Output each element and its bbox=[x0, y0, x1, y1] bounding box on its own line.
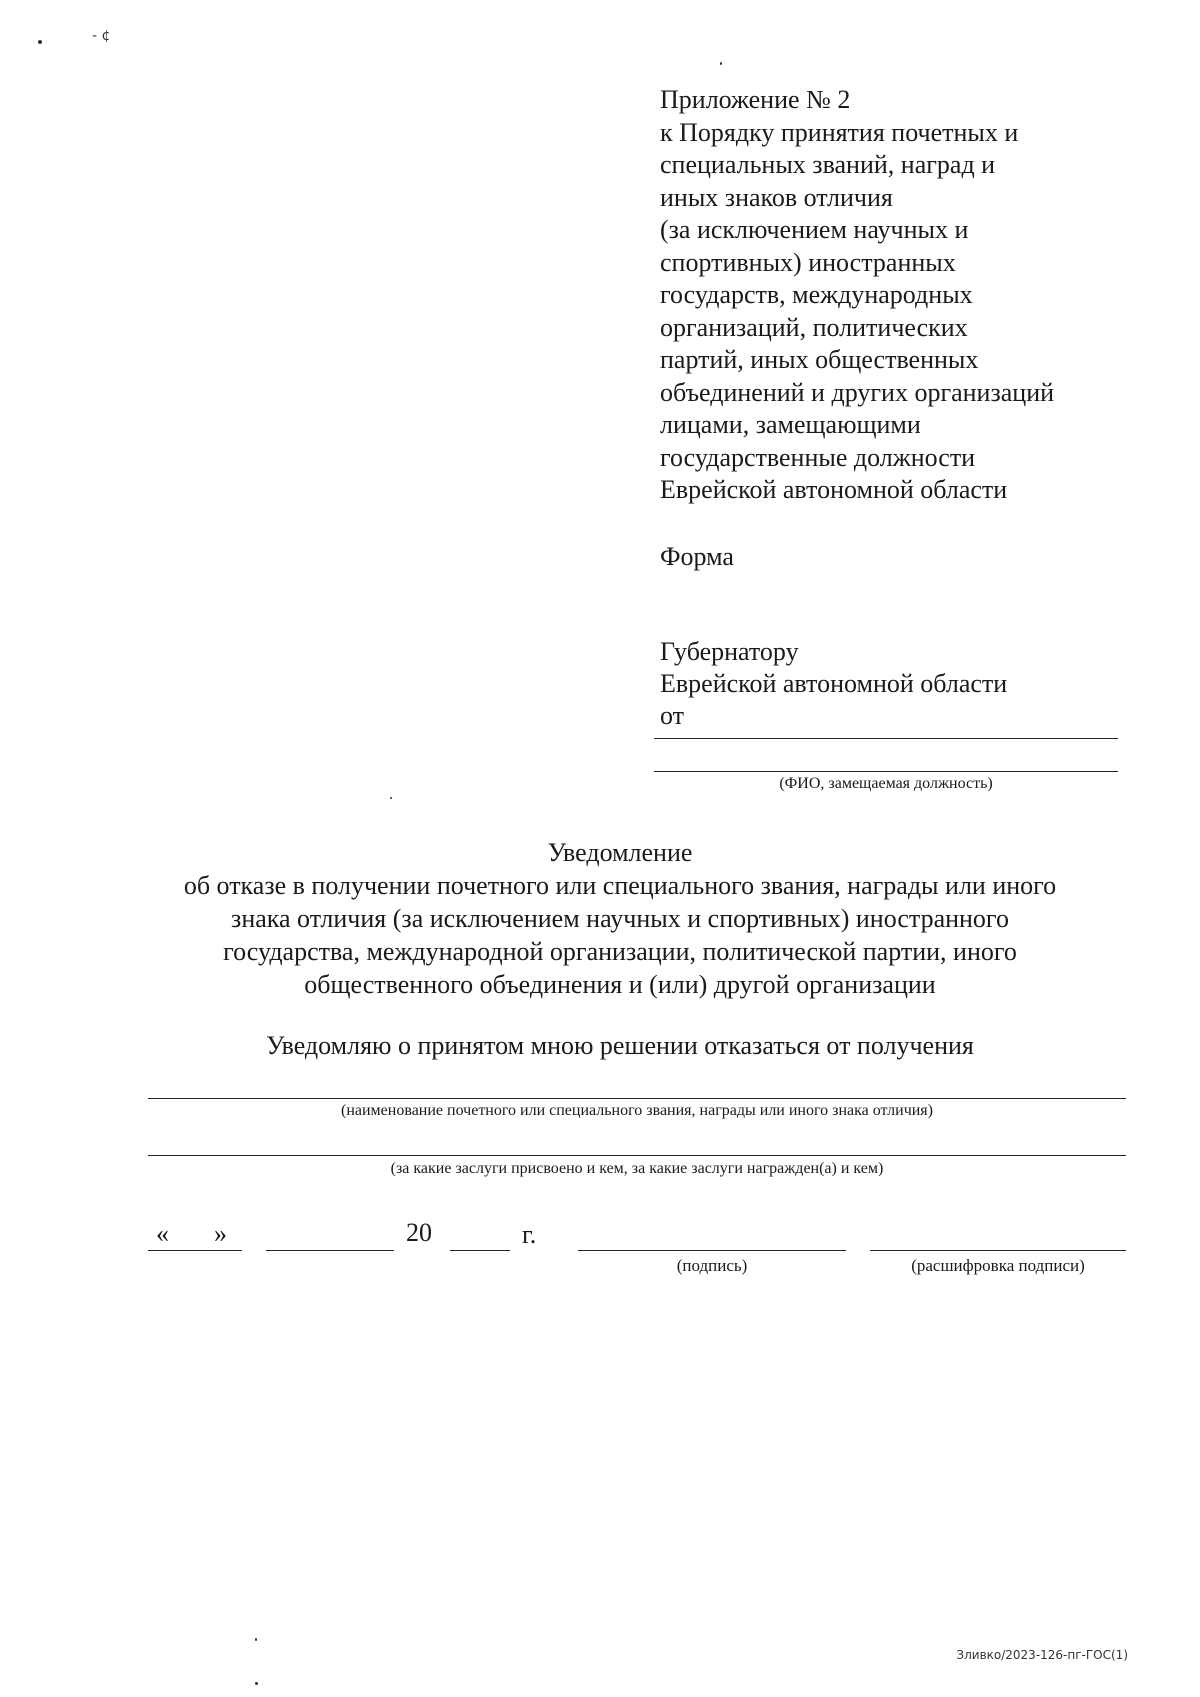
form-label: Форма bbox=[660, 542, 734, 571]
year-field-line[interactable] bbox=[450, 1250, 510, 1251]
award-name-field-line[interactable] bbox=[148, 1098, 1126, 1099]
appendix-line: объединений и других организаций bbox=[660, 377, 1055, 407]
merits-caption: (за какие заслуги присвоено и кем, за какие заслуги награжден(а) и кем) bbox=[390, 1160, 884, 1177]
scan-speck bbox=[255, 1682, 258, 1685]
notice-body: Уведомляю о принятом мною решении отказаться от получения bbox=[266, 1031, 974, 1060]
appendix-line: иных знаков отличия bbox=[660, 182, 893, 212]
from-field-line[interactable] bbox=[654, 738, 1118, 739]
appendix-line: партий, иных общественных bbox=[660, 345, 979, 374]
appendix-line: государств, международных bbox=[660, 280, 973, 309]
signature-decoding-field-line[interactable] bbox=[870, 1250, 1126, 1251]
appendix-line: (за исключением научных и bbox=[660, 215, 969, 244]
scan-speck bbox=[390, 797, 392, 799]
appendix-line: Приложение № 2 bbox=[660, 85, 851, 114]
appendix-line: государственные должности bbox=[660, 442, 976, 472]
appendix-line: лицами, замещающими bbox=[660, 410, 921, 439]
from-label: от bbox=[660, 701, 685, 730]
day-quote-open: « bbox=[156, 1219, 169, 1248]
addressee-caption: (ФИО, замещаемая должность) bbox=[779, 775, 993, 792]
appendix-line: Еврейской автономной области bbox=[660, 475, 1008, 504]
year-prefix: 20 bbox=[406, 1218, 432, 1247]
scan-speck bbox=[38, 40, 42, 44]
appendix-line: организаций, политических bbox=[660, 312, 968, 342]
signature-field-line[interactable] bbox=[578, 1250, 846, 1251]
notice-subtitle-line: государства, международной организации, политической партии, иного bbox=[223, 937, 1017, 966]
notice-subtitle-line: об отказе в получении почетного или специального звания, награды или иного bbox=[183, 871, 1057, 900]
notice-subtitle-line: знака отличия (за исключением научных и спортивных) иностранного bbox=[231, 904, 1009, 933]
appendix-header bbox=[660, 84, 1160, 507]
scan-speck bbox=[720, 62, 722, 65]
notice-title-block bbox=[140, 836, 1100, 1001]
appendix-line: специальных званий, наград и bbox=[660, 150, 996, 179]
addressee-block bbox=[660, 636, 1007, 732]
signature-caption: (подпись) bbox=[676, 1256, 748, 1275]
award-name-caption: (наименование почетного или специального звания, награды или иного знака отличия) bbox=[341, 1102, 933, 1119]
day-quote-close: » bbox=[214, 1219, 227, 1248]
document-code: Зливко/2023-126-пг-ГОС(1) bbox=[956, 1648, 1128, 1662]
day-field-line[interactable] bbox=[148, 1250, 242, 1251]
addressee-line-2: Еврейской автономной области bbox=[660, 669, 1008, 698]
month-field-line[interactable] bbox=[266, 1250, 394, 1251]
position-field-line[interactable] bbox=[654, 771, 1118, 772]
signature-decoding-caption: (расшифровка подписи) bbox=[911, 1256, 1085, 1275]
notice-subtitle-line: общественного объединения и (или) другой организации bbox=[304, 970, 936, 999]
scan-speck bbox=[255, 1638, 257, 1641]
year-suffix: г. bbox=[522, 1220, 537, 1249]
merits-field-line[interactable] bbox=[148, 1155, 1126, 1156]
scan-mark: - ¢ bbox=[92, 28, 111, 44]
appendix-line: спортивных) иностранных bbox=[660, 247, 956, 277]
appendix-line: к Порядку принятия почетных и bbox=[660, 117, 1019, 147]
notice-title: Уведомление bbox=[547, 838, 693, 867]
addressee-line-1: Губернатору bbox=[660, 637, 799, 666]
